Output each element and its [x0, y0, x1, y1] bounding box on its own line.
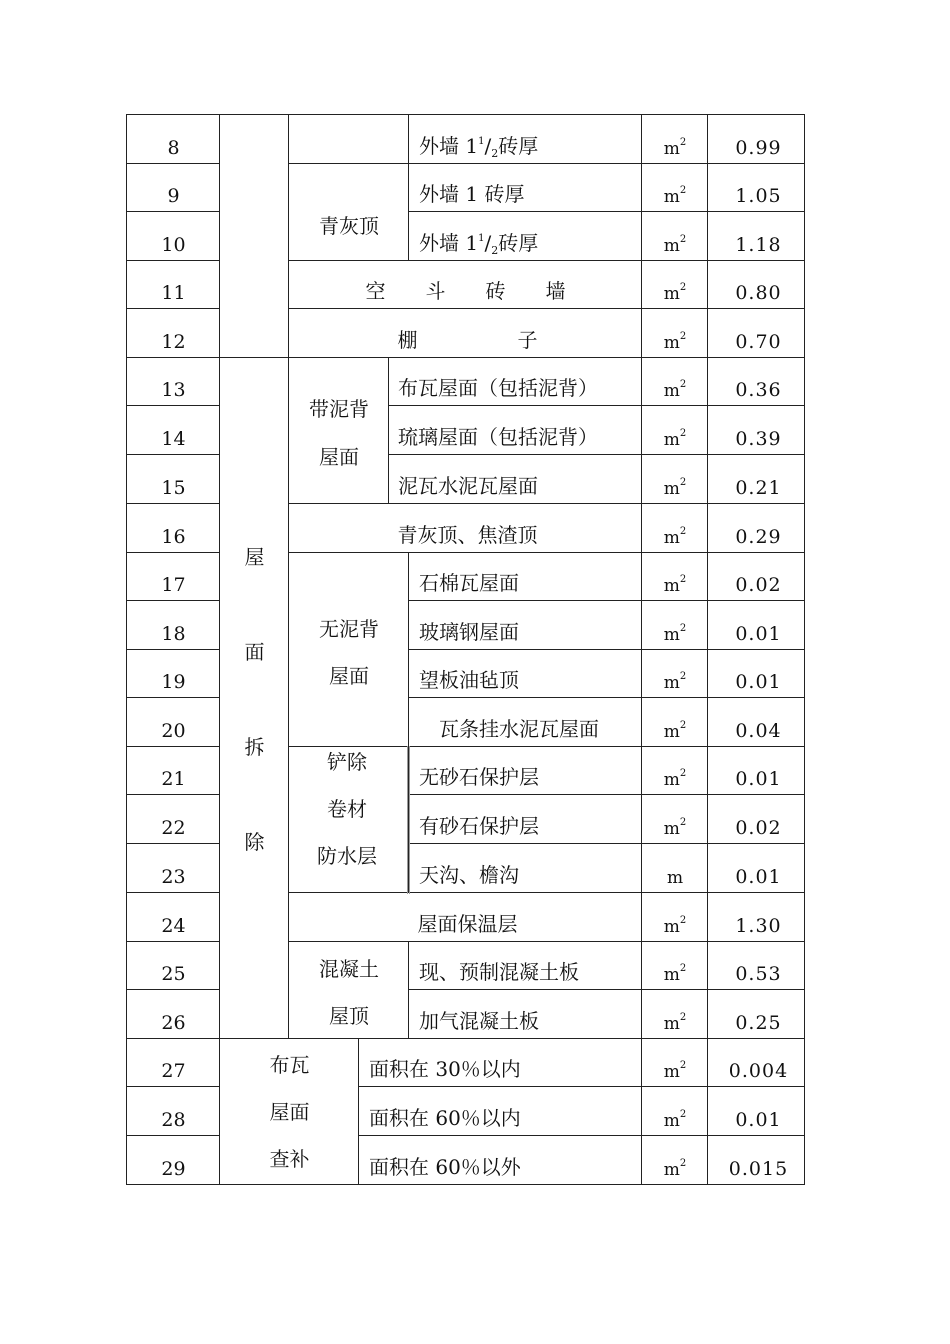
item-label: 面积在 30％以内	[369, 1057, 521, 1081]
row-number: 26	[161, 1012, 186, 1034]
unit-base: m	[663, 673, 680, 693]
item-label: 加气混凝土板	[419, 1009, 539, 1033]
unit-exponent: 2	[679, 1060, 687, 1071]
category-blank-cell	[219, 114, 289, 358]
unit-base: m	[663, 1111, 680, 1131]
quota-value: 0.02	[735, 817, 782, 839]
row-number: 29	[161, 1158, 186, 1180]
row-number: 28	[161, 1109, 186, 1131]
category-tile-patch-label: 查补	[269, 1147, 310, 1171]
subcategory-qinghui-cell	[288, 163, 409, 261]
item-label: 石棉瓦屋面	[419, 571, 519, 595]
unit-exponent: 2	[679, 574, 687, 585]
subcategory-qinghui-label: 青灰顶	[319, 214, 379, 238]
item-fraction-slash: /	[484, 231, 492, 255]
row-number: 23	[161, 866, 186, 888]
unit-exponent: 2	[679, 234, 687, 245]
quota-value: 0.01	[735, 866, 782, 888]
unit-exponent: 2	[679, 379, 687, 390]
item-fraction-numerator: 1	[478, 233, 485, 244]
unit-label	[664, 721, 687, 743]
unit-base: m	[663, 528, 680, 548]
item-fraction-slash: /	[484, 134, 492, 158]
item-label: 有砂石保护层	[419, 814, 539, 838]
unit-base: m	[663, 1160, 680, 1180]
subcategory-concrete-roof-label: 混凝土	[319, 957, 379, 981]
unit-label	[664, 818, 687, 840]
unit-base: m	[666, 868, 684, 888]
item-label: 现、预制混凝土板	[419, 960, 579, 984]
quota-value: 1.18	[735, 234, 782, 256]
subcategory-blank-cell	[288, 114, 409, 164]
unit-base: m	[663, 1014, 680, 1034]
unit-base: m	[663, 236, 680, 256]
unit-label	[664, 575, 687, 597]
unit-label	[664, 429, 687, 451]
quota-value: 0.25	[735, 1012, 782, 1034]
unit-label	[664, 527, 687, 549]
unit-label	[664, 332, 687, 354]
unit-exponent: 2	[679, 1109, 687, 1120]
quota-value: 0.39	[735, 428, 782, 450]
item-text-a: 外墙 1	[419, 134, 479, 158]
row-number: 27	[161, 1060, 186, 1082]
quota-value: 1.30	[735, 915, 782, 937]
row-number: 12	[161, 331, 186, 353]
quota-value: 0.01	[735, 671, 782, 693]
unit-base: m	[663, 722, 680, 742]
item-text-a: 外墙 1	[419, 231, 479, 255]
unit-label	[664, 138, 687, 160]
item-label: 望板油毡顶	[419, 668, 519, 692]
row-number: 18	[161, 623, 186, 645]
subcategory-remove-membrane-label: 卷材	[327, 797, 367, 821]
unit-label	[664, 769, 687, 791]
unit-exponent: 2	[679, 720, 687, 731]
item-label	[419, 134, 539, 160]
unit-base: m	[663, 965, 680, 985]
unit-label	[664, 624, 687, 646]
unit-label	[667, 867, 683, 889]
item-fraction-denominator: 2	[491, 147, 499, 160]
quota-value: 0.80	[735, 282, 782, 304]
item-label: 面积在 60％以内	[369, 1106, 521, 1130]
item-label: 无砂石保护层	[419, 765, 539, 789]
row-number: 20	[161, 720, 186, 742]
subcategory-with-mud-back-cell	[288, 357, 389, 504]
quota-value: 0.29	[735, 526, 782, 548]
unit-base: m	[663, 333, 680, 353]
row-number: 8	[167, 137, 180, 159]
unit-label	[664, 1110, 687, 1132]
item-label: 青灰顶、焦渣顶	[397, 523, 538, 547]
item-label: 玻璃钢屋面	[419, 620, 519, 644]
category-tile-patch-label: 布瓦	[269, 1053, 310, 1077]
quota-value: 0.70	[735, 331, 782, 353]
item-label	[419, 231, 539, 257]
double-rule-divider	[407, 746, 410, 894]
unit-label	[664, 672, 687, 694]
quota-value: 0.004	[728, 1060, 789, 1082]
quota-value: 0.21	[735, 477, 782, 499]
item-label: 天沟、檐沟	[419, 863, 519, 887]
item-label: 空 斗 砖 墙	[365, 279, 566, 303]
quota-value: 1.05	[735, 185, 782, 207]
unit-exponent: 2	[679, 1158, 687, 1169]
row-number: 17	[161, 574, 186, 596]
category-roof-removal-cell	[219, 357, 289, 1039]
unit-exponent: 2	[679, 1012, 687, 1023]
unit-base: m	[663, 625, 680, 645]
unit-exponent: 2	[679, 428, 687, 439]
item-label: 屋面保温层	[417, 912, 518, 936]
quota-value: 0.01	[735, 768, 782, 790]
unit-exponent: 2	[679, 185, 687, 196]
unit-base: m	[663, 381, 680, 401]
item-label: 外墙 1 砖厚	[419, 182, 525, 206]
item-fraction-denominator: 2	[491, 244, 499, 257]
quota-value: 0.01	[735, 1109, 782, 1131]
subcategory-with-mud-back-label: 屋面	[319, 445, 359, 469]
quota-value: 0.99	[735, 137, 782, 159]
unit-base: m	[663, 819, 680, 839]
row-number: 16	[161, 526, 186, 548]
unit-exponent: 2	[679, 817, 687, 828]
unit-exponent: 2	[679, 768, 687, 779]
unit-base: m	[663, 770, 680, 790]
unit-exponent: 2	[679, 526, 687, 537]
row-number: 14	[161, 428, 186, 450]
unit-exponent: 2	[679, 282, 687, 293]
row-number: 15	[161, 477, 186, 499]
unit-label	[664, 916, 687, 938]
unit-base: m	[663, 139, 680, 159]
unit-label	[664, 1159, 687, 1181]
subcategory-remove-membrane-label: 铲除	[327, 750, 367, 774]
row-number: 25	[161, 963, 186, 985]
row-number: 10	[161, 234, 186, 256]
subcategory-without-mud-back-label: 无泥背	[319, 617, 379, 641]
row-number: 22	[161, 817, 186, 839]
unit-label	[664, 964, 687, 986]
item-label: 棚 子	[397, 328, 538, 352]
row-number: 24	[161, 915, 186, 937]
row-number: 13	[161, 379, 186, 401]
unit-base: m	[663, 917, 680, 937]
quota-value: 0.02	[735, 574, 782, 596]
unit-exponent: 2	[679, 671, 687, 682]
unit-exponent: 2	[679, 915, 687, 926]
quota-value: 0.01	[735, 623, 782, 645]
item-fraction-numerator: 1	[478, 136, 485, 147]
row-number: 11	[161, 282, 186, 304]
quota-value: 0.015	[728, 1158, 789, 1180]
subcategory-with-mud-back-label: 带泥背	[309, 397, 369, 421]
item-label: 面积在 60％以外	[369, 1155, 521, 1179]
unit-base: m	[663, 284, 680, 304]
unit-base: m	[663, 430, 680, 450]
category-roof-removal-char: 屋	[244, 545, 265, 569]
item-text-b: 砖厚	[498, 231, 539, 255]
row-number: 9	[167, 185, 180, 207]
unit-label	[664, 1061, 687, 1083]
item-label: 布瓦屋面（包括泥背）	[398, 376, 598, 400]
category-roof-removal-char: 拆	[244, 735, 265, 759]
unit-base: m	[663, 576, 680, 596]
unit-label	[664, 1013, 687, 1035]
unit-exponent: 2	[679, 963, 687, 974]
subcategory-without-mud-back-label: 屋面	[329, 664, 369, 688]
subcategory-remove-membrane-label: 防水层	[317, 844, 377, 868]
unit-label	[664, 478, 687, 500]
item-label: 琉璃屋面（包括泥背）	[398, 425, 598, 449]
category-roof-removal-char: 除	[244, 830, 265, 854]
category-roof-removal-char: 面	[244, 640, 265, 664]
subcategory-concrete-roof-label: 屋顶	[329, 1004, 369, 1028]
item-label: 瓦条挂水泥瓦屋面	[439, 717, 599, 741]
item-label: 泥瓦水泥瓦屋面	[398, 474, 538, 498]
item-text-b: 砖厚	[498, 134, 539, 158]
quota-value: 0.53	[735, 963, 782, 985]
quota-value: 0.36	[735, 379, 782, 401]
unit-exponent: 2	[679, 623, 687, 634]
unit-exponent: 2	[679, 331, 687, 342]
row-number: 19	[161, 671, 186, 693]
row-number: 21	[161, 768, 186, 790]
unit-base: m	[663, 1062, 680, 1082]
unit-label	[664, 186, 687, 208]
unit-exponent: 2	[679, 477, 687, 488]
unit-label	[664, 235, 687, 257]
quota-value: 0.04	[735, 720, 782, 742]
category-tile-patch-label: 屋面	[269, 1100, 310, 1124]
subcategory-without-mud-back-cell	[288, 552, 409, 747]
unit-base: m	[663, 187, 680, 207]
unit-exponent: 2	[679, 137, 687, 148]
unit-label	[664, 283, 687, 305]
unit-label	[664, 380, 687, 402]
unit-base: m	[663, 479, 680, 499]
